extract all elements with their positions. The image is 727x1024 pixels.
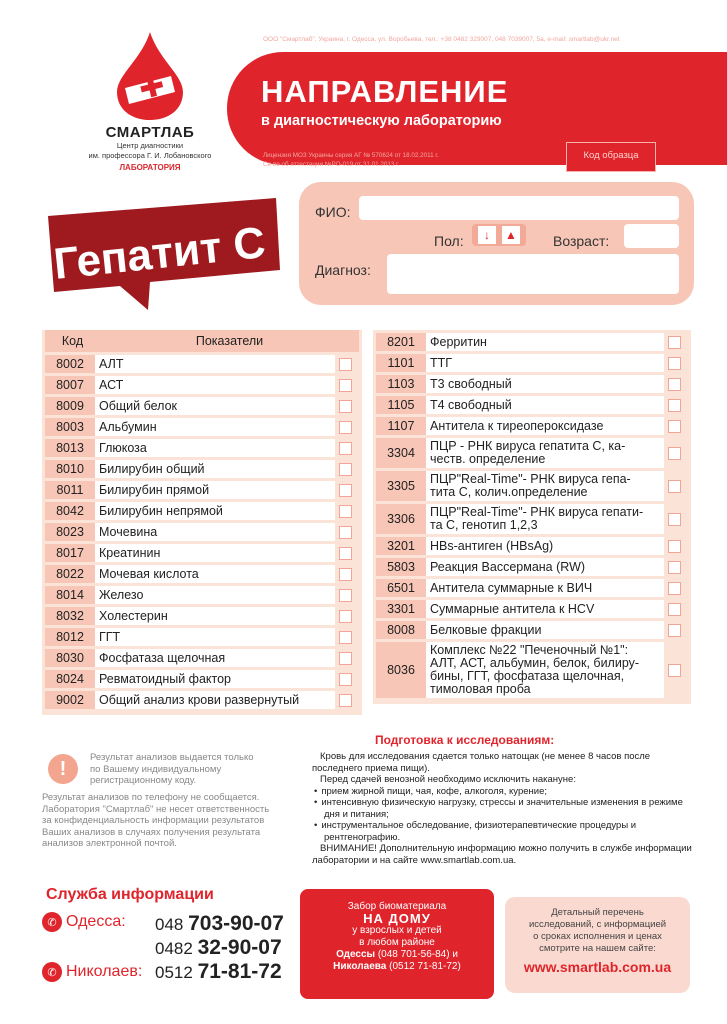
home-line1: Забор биоматериала [347, 901, 447, 912]
phone-prefix: 048 [155, 915, 184, 934]
test-name: Ревматоидный фактор [95, 670, 335, 688]
prep-item: • инструментальное обследование, физиотерапевтические процедуры и рентгенографию. [324, 820, 697, 843]
test-name: Креатинин [95, 544, 335, 562]
test-checkbox[interactable] [668, 399, 681, 412]
notice-privacy: Результат анализов по телефону не сообщается. Лаборатория "Смартлаб" не несет ответственность за конфиденциальность информации результатов Ваших анализов в случаях получения результата анализов электронной почтой. [42, 792, 270, 849]
age-label: Возраст: [553, 233, 610, 249]
test-checkbox-cell [335, 355, 359, 373]
test-name: ГГТ [95, 628, 335, 646]
prep-title: Подготовка к исследованиям: [375, 733, 555, 747]
table-row [45, 544, 359, 562]
test-code: 8003 [45, 418, 95, 436]
table-row [376, 354, 688, 372]
hepatitis-badge [40, 198, 285, 318]
test-name: Билирубин прямой [95, 481, 335, 499]
city-nikolaev: Николаева [333, 961, 387, 972]
table-row [45, 565, 359, 583]
license-info [263, 151, 439, 169]
test-checkbox[interactable] [668, 561, 681, 574]
test-checkbox[interactable] [339, 421, 352, 434]
test-code: 8022 [45, 565, 95, 583]
logo-drop-icon [111, 30, 189, 122]
test-checkbox-cell [335, 565, 359, 583]
odessa-phone-1[interactable] [155, 912, 284, 936]
test-checkbox-cell [664, 438, 688, 468]
test-name: АЛТ [95, 355, 335, 373]
test-checkbox[interactable] [668, 420, 681, 433]
nikolaev-phone[interactable] [155, 960, 282, 984]
left-test-table [42, 330, 362, 715]
table-row [45, 502, 359, 520]
left-table-header [45, 330, 359, 352]
detail-text: Детальный перечень исследований, с информацией о сроках исполнения и ценах смотрите на нашем сайте: [528, 907, 667, 954]
phone-icon: ✆ [42, 962, 62, 982]
test-name: Т4 свободный [426, 396, 664, 414]
test-code: 8012 [45, 628, 95, 646]
test-checkbox[interactable] [339, 589, 352, 602]
test-checkbox[interactable] [339, 463, 352, 476]
test-name: ПЦР - РНК вируса гепатита С, ка- честв. определение [426, 438, 664, 468]
website-link[interactable]: www.smartlab.com.ua [523, 959, 672, 975]
test-code: 3304 [376, 438, 426, 468]
test-checkbox-cell [335, 418, 359, 436]
right-table-body [376, 330, 688, 701]
test-code: 8010 [45, 460, 95, 478]
name-label: ФИО: [315, 204, 351, 220]
page-subtitle: в диагностическую лабораторию [261, 113, 502, 129]
test-checkbox-cell [664, 354, 688, 372]
name-header: Показатели [195, 334, 264, 348]
home-line4: в любом районе [359, 937, 435, 948]
table-row [376, 504, 688, 534]
table-row [376, 537, 688, 555]
test-name: Фосфатаза щелочная [95, 649, 335, 667]
test-code: 1101 [376, 354, 426, 372]
patient-box [299, 182, 694, 305]
test-code: 8002 [45, 355, 95, 373]
test-checkbox[interactable] [339, 673, 352, 686]
test-name: Т3 свободный [426, 375, 664, 393]
test-checkbox[interactable] [339, 526, 352, 539]
phone-number: 71-81-72 [197, 960, 282, 983]
table-row [45, 691, 359, 709]
table-row [45, 397, 359, 415]
test-code: 8014 [45, 586, 95, 604]
test-name: Мочевая кислота [95, 565, 335, 583]
prep-list [321, 785, 697, 844]
test-code: 3306 [376, 504, 426, 534]
test-name: Мочевина [95, 523, 335, 541]
test-checkbox[interactable] [339, 652, 352, 665]
test-checkbox[interactable] [339, 442, 352, 455]
table-row [376, 579, 688, 597]
table-row [45, 439, 359, 457]
test-name: ТТГ [426, 354, 664, 372]
test-name: Холестерин [95, 607, 335, 625]
prep-item: • прием жирной пищи, чая, кофе, алкоголя, курение; [324, 786, 697, 798]
phone-number: 703-90-07 [188, 912, 284, 935]
service-title: Служба информации [46, 886, 214, 903]
test-checkbox[interactable] [339, 505, 352, 518]
test-checkbox-cell [664, 642, 688, 698]
logo-lab: ЛАБОРАТОРИЯ [119, 163, 181, 172]
table-row [45, 418, 359, 436]
test-checkbox[interactable] [668, 447, 681, 460]
prep-item: • интенсивную физическую нагрузку, стрессы и значительные изменения в режиме дня и питания; [324, 797, 697, 820]
table-row [376, 396, 688, 414]
test-code: 8201 [376, 333, 426, 351]
test-name: АСТ [95, 376, 335, 394]
test-checkbox[interactable] [668, 336, 681, 349]
license-line2: Св-во об аттестации №РО-019 от 31.01.2013 г. [263, 161, 400, 168]
company-address: ООО "Смартлаб", Украина, г. Одесса, ул. Воробьева, тел.: +38 0482 329007, 048 7039007, 5а, e-mail: smartlab@ukr.net [263, 36, 620, 43]
right-test-table [373, 330, 691, 704]
test-checkbox[interactable] [339, 694, 352, 707]
test-name: Альбумин [95, 418, 335, 436]
table-row [376, 642, 688, 698]
test-checkbox-cell [664, 504, 688, 534]
test-code: 1105 [376, 396, 426, 414]
test-checkbox-cell [335, 460, 359, 478]
table-row [45, 607, 359, 625]
test-code: 8032 [45, 607, 95, 625]
test-name: Билирубин общий [95, 460, 335, 478]
home-line2: НА ДОМУ [363, 911, 431, 926]
test-checkbox[interactable] [668, 664, 681, 677]
test-checkbox[interactable] [339, 610, 352, 623]
test-checkbox-cell [335, 544, 359, 562]
test-checkbox-cell [335, 691, 359, 709]
table-row [45, 355, 359, 373]
test-code: 8024 [45, 670, 95, 688]
sex-label: Пол: [434, 233, 464, 249]
logo-line2: им. профессора Г. И. Лобановского [88, 151, 212, 160]
male-icon[interactable]: ↓ [478, 226, 496, 244]
test-checkbox[interactable] [339, 484, 352, 497]
prep-p2: Перед сдачей венозной необходимо исключить накануне: [320, 774, 576, 785]
test-name: Железо [95, 586, 335, 604]
table-row [376, 333, 688, 351]
left-table-body [45, 352, 359, 712]
test-checkbox[interactable] [339, 400, 352, 413]
test-code: 8030 [45, 649, 95, 667]
page-title: НАПРАВЛЕНИЕ [261, 74, 509, 109]
test-code: 3301 [376, 600, 426, 618]
badge-text: Гепатит С [51, 218, 268, 289]
test-checkbox-cell [335, 481, 359, 499]
license-line1: Лицензия МОЗ Украины серия АГ № 570624 от 18.02.2011 г. [263, 152, 439, 159]
test-code: 8042 [45, 502, 95, 520]
table-row [376, 558, 688, 576]
test-code: 5803 [376, 558, 426, 576]
home-line3: у взрослых и детей [352, 925, 442, 936]
detail-box [505, 897, 690, 993]
test-code: 3201 [376, 537, 426, 555]
diagnosis-label: Диагноз: [315, 262, 371, 278]
test-code: 1103 [376, 375, 426, 393]
logo [55, 30, 245, 172]
exclamation-icon: ! [48, 754, 78, 784]
test-checkbox-cell [664, 471, 688, 501]
test-checkbox-cell [335, 397, 359, 415]
test-checkbox-cell [664, 600, 688, 618]
code-header: Код [61, 334, 84, 348]
test-name: Антитела суммарные к ВИЧ [426, 579, 664, 597]
test-name: Общий белок [95, 397, 335, 415]
test-name: HBs-антиген (HBsAg) [426, 537, 664, 555]
test-checkbox[interactable] [668, 513, 681, 526]
test-checkbox-cell [335, 586, 359, 604]
test-checkbox[interactable] [668, 624, 681, 637]
table-row [376, 375, 688, 393]
test-code: 8008 [376, 621, 426, 639]
table-row [45, 376, 359, 394]
test-checkbox-cell [335, 628, 359, 646]
table-row [45, 481, 359, 499]
home-collection-box [300, 889, 494, 999]
odessa-label-row [42, 912, 126, 932]
table-row [45, 628, 359, 646]
test-name: Билирубин непрямой [95, 502, 335, 520]
test-name: Суммарные антитела к HCV [426, 600, 664, 618]
test-code: 3305 [376, 471, 426, 501]
test-checkbox-cell [335, 502, 359, 520]
nikolaev-home-phone: (0512 71-81-72) [389, 961, 461, 972]
nikolaev-label-row [42, 962, 142, 982]
age-field[interactable] [624, 224, 679, 248]
test-code: 8036 [376, 642, 426, 698]
notice-code: Результат анализов выдается только по Вашему индивидуальному регистрационному коду. [90, 752, 254, 786]
sample-code-field[interactable]: Код образца [566, 142, 656, 172]
test-checkbox-cell [664, 579, 688, 597]
test-checkbox[interactable] [339, 379, 352, 392]
sex-field[interactable] [472, 224, 526, 246]
test-checkbox-cell [664, 537, 688, 555]
table-row [376, 438, 688, 468]
test-name: Ферритин [426, 333, 664, 351]
table-row [376, 600, 688, 618]
prep-text [312, 751, 697, 866]
test-checkbox[interactable] [668, 540, 681, 553]
test-name: Белковые фракции [426, 621, 664, 639]
test-checkbox[interactable] [339, 631, 352, 644]
test-checkbox-cell [335, 523, 359, 541]
test-name: Общий анализ крови развернутый [95, 691, 335, 709]
test-code: 8007 [45, 376, 95, 394]
test-code: 8017 [45, 544, 95, 562]
test-checkbox-cell [664, 621, 688, 639]
test-name: ПЦР"Real-Time"- РНК вируса гепа- тита С, колич.определение [426, 471, 664, 501]
test-code: 9002 [45, 691, 95, 709]
test-checkbox[interactable] [668, 582, 681, 595]
test-code: 8023 [45, 523, 95, 541]
test-checkbox[interactable] [668, 357, 681, 370]
test-name: Глюкоза [95, 439, 335, 457]
odessa-home-phone: (048 701-56-84) и [377, 949, 458, 960]
test-name: ПЦР"Real-Time"- РНК вируса гепати- та С, генотип 1,2,3 [426, 504, 664, 534]
test-checkbox-cell [664, 396, 688, 414]
test-code: 6501 [376, 579, 426, 597]
diagnosis-field[interactable] [387, 254, 679, 294]
test-name: Комплекс №22 "Печеночный №1": АЛТ, АСТ, альбумин, белок, билиру- бины, ГГТ, фосфатаза щелочная, тимоловая проба [426, 642, 664, 698]
test-code: 8009 [45, 397, 95, 415]
test-checkbox[interactable] [339, 547, 352, 560]
test-checkbox-cell [335, 376, 359, 394]
table-row [45, 670, 359, 688]
table-row [376, 621, 688, 639]
phone-number: 32-90-07 [197, 936, 282, 959]
phone-prefix: 0482 [155, 939, 193, 958]
table-row [45, 460, 359, 478]
test-checkbox-cell [664, 375, 688, 393]
test-checkbox-cell [335, 649, 359, 667]
test-checkbox[interactable] [339, 568, 352, 581]
city-odessa: Одессы [336, 949, 376, 960]
test-checkbox[interactable] [668, 480, 681, 493]
table-row [45, 649, 359, 667]
test-checkbox-cell [335, 607, 359, 625]
female-icon[interactable]: ▲ [502, 226, 520, 244]
home-line6 [300, 961, 494, 973]
test-checkbox-cell [335, 439, 359, 457]
test-name: Реакция Вассермана (RW) [426, 558, 664, 576]
test-name: Антитела к тиреопероксидазе [426, 417, 664, 435]
test-checkbox[interactable] [339, 358, 352, 371]
odessa-phone-2[interactable] [155, 936, 282, 960]
table-row [376, 417, 688, 435]
phone-icon: ✆ [42, 912, 62, 932]
prep-p3: ВНИМАНИЕ! Дополнительную информацию можно получить в службе информации лаборатории и на сайте www.smartlab.com.ua. [312, 843, 692, 866]
test-code: 1107 [376, 417, 426, 435]
nikolaev-label: Николаев: [66, 963, 143, 980]
phone-prefix: 0512 [155, 963, 193, 982]
test-checkbox-cell [664, 558, 688, 576]
test-checkbox[interactable] [668, 378, 681, 391]
prep-p1: Кровь для исследования сдается только натощак (не менее 8 часов после последнего приема пищи). [312, 751, 651, 774]
name-field[interactable] [359, 196, 679, 220]
table-row [45, 523, 359, 541]
test-checkbox[interactable] [668, 603, 681, 616]
test-code: 8011 [45, 481, 95, 499]
test-checkbox-cell [664, 417, 688, 435]
test-code: 8013 [45, 439, 95, 457]
test-checkbox-cell [664, 333, 688, 351]
odessa-label: Одесса: [66, 913, 126, 930]
logo-line1: Центр диагностики [116, 141, 184, 150]
logo-name: СМАРТЛАБ [105, 124, 195, 141]
table-row [45, 586, 359, 604]
table-row [376, 471, 688, 501]
test-checkbox-cell [335, 670, 359, 688]
home-line5 [300, 949, 494, 961]
